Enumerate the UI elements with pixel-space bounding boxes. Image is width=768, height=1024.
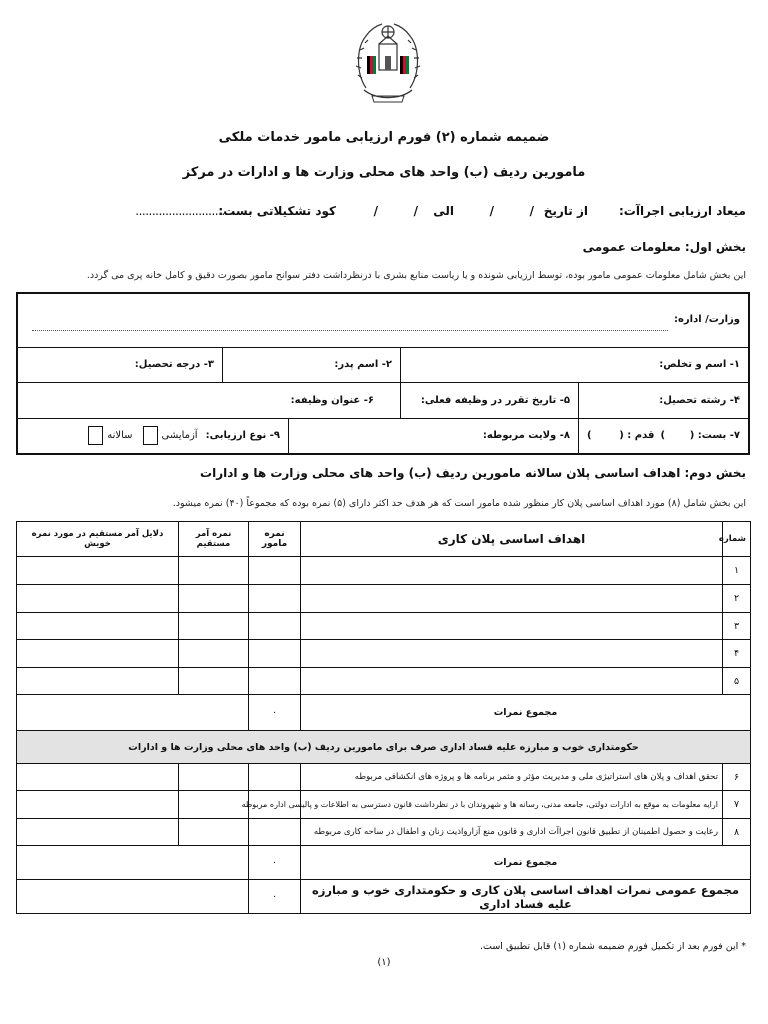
supervisor-reason-cell[interactable]	[17, 819, 179, 846]
section1-note: این بخش شامل معلومات عمومی مامور بوده، توسط ارزیابی شونده و یا ریاست منابع بشری با درنظرداشت دفتر سوانح مامور بصورت دقیق و کامل خانه پری می گردد.	[86, 270, 746, 281]
page-number: (۱)	[377, 957, 391, 968]
education-field-label: ۴- رشته تحصیل:	[659, 394, 740, 406]
table-row	[17, 613, 751, 640]
col-employee-score-header: نمره مامور	[249, 522, 301, 557]
row-number: ۲	[723, 585, 751, 613]
row-number: ۱	[723, 557, 751, 585]
evaluation-type-cell	[18, 418, 288, 453]
grand-total-empty	[17, 880, 249, 914]
employee-score-cell[interactable]	[249, 557, 301, 585]
supervisor-score-cell[interactable]	[179, 613, 249, 640]
to-date-label: الی	[433, 204, 454, 218]
ministry-row	[18, 294, 748, 348]
annual-checkbox[interactable]	[88, 426, 103, 445]
period-label: میعاد ارزیابی اجراآت:	[618, 204, 746, 218]
post-row	[18, 418, 748, 453]
supervisor-score-cell[interactable]	[179, 557, 249, 585]
section2-heading: بخش دوم: اهداف اساسی پلان سالانه مامورین ردیف (ب) واحد های محلی وزارت ها و ادارات	[200, 466, 746, 480]
education-degree-label: ۳- درجه تحصیل:	[134, 359, 214, 370]
from-date-label: از تاریخ	[543, 204, 588, 218]
supervisor-score-cell[interactable]	[179, 791, 249, 819]
father-name-cell[interactable]	[222, 347, 400, 382]
supervisor-reason-cell[interactable]	[17, 613, 179, 640]
employee-score-cell[interactable]	[249, 668, 301, 695]
probation-label: آزمایشی	[161, 430, 198, 441]
table-row	[17, 640, 751, 668]
grand-total-row	[17, 880, 751, 914]
goal-text-cell[interactable]	[301, 557, 723, 585]
row-number: ۷	[723, 791, 751, 819]
supervisor-score-cell[interactable]	[179, 668, 249, 695]
employee-score-cell[interactable]	[249, 585, 301, 613]
employee-score-cell[interactable]	[249, 640, 301, 668]
goals-sum-value: ۰	[249, 695, 301, 731]
job-title-cell[interactable]	[18, 382, 400, 418]
governance-band-row	[17, 731, 751, 764]
footer-note: * این فورم بعد از تکمیل فورم ضمیمه شماره (۱) قابل تطبیق است.	[480, 941, 746, 952]
ministry-field[interactable]	[32, 330, 668, 331]
grand-total-value: ۰	[249, 880, 301, 914]
row-number: ۳	[723, 613, 751, 640]
province-cell[interactable]	[288, 418, 578, 453]
supervisor-reason-cell[interactable]	[17, 764, 179, 791]
supervisor-score-cell[interactable]	[179, 819, 249, 846]
father-name-label: ۲- اسم پدر:	[334, 359, 392, 370]
col-number-header: شماره	[723, 522, 751, 557]
row-number: ۶	[723, 764, 751, 791]
governance-sum-empty	[17, 846, 249, 880]
table-row	[17, 668, 751, 695]
ministry-label: وزارت/ اداره:	[674, 314, 740, 325]
table-row	[17, 557, 751, 585]
education-degree-cell[interactable]	[18, 347, 222, 382]
employee-score-cell[interactable]	[249, 613, 301, 640]
row-number: ۴	[723, 640, 751, 668]
goal-text-cell[interactable]	[301, 668, 723, 695]
col-supervisor-score-header: نمره آمر مستقیم	[179, 522, 249, 557]
goals-table	[16, 521, 751, 914]
date-slash: /	[373, 204, 378, 218]
evaluation-period-row	[130, 204, 746, 224]
governance-sum-row	[17, 846, 751, 880]
table-row	[17, 764, 751, 791]
name-label: ۱- اسم و تخلص:	[659, 359, 740, 370]
form-subtitle: مامورین ردیف (ب) واحد های محلی وزارت ها و ادارات در مرکز	[182, 165, 586, 180]
date-slash: /	[489, 204, 494, 218]
national-emblem-icon	[352, 18, 424, 114]
grand-total-label: مجموع عمومی نمرات اهداف اساسی پلان کاری و حکومتداری خوب و مبارزه علیه فساد اداری	[301, 880, 751, 914]
education-field-cell[interactable]	[578, 382, 748, 418]
governance-goal-text: ارایه معلومات به موقع به ادارات دولتی، جامعه مدنی، رسانه ها و شهروندان با در نظرداشت قانون دسترسی به اطلاعات و پالیسی اداره مربوطه	[301, 791, 723, 819]
post-close: )	[660, 430, 666, 441]
supervisor-reason-cell[interactable]	[17, 585, 179, 613]
col-goals-header: اهداف اساسی پلان کاری	[301, 522, 723, 557]
post-code-field[interactable]: ...............................	[135, 204, 238, 218]
governance-goal-text: رعایت و حصول اطمینان از تطبیق قانون اجراآت اداری و قانون منع آزارواذیت زنان و اطفال در ساحه کاری مربوطه	[301, 819, 723, 846]
col-supervisor-reasons-header: دلایل آمر مستقیم در مورد نمره خویش	[17, 522, 179, 557]
supervisor-reason-cell[interactable]	[17, 668, 179, 695]
employee-score-cell[interactable]	[249, 819, 301, 846]
supervisor-score-cell[interactable]	[179, 585, 249, 613]
goal-text-cell[interactable]	[301, 613, 723, 640]
governance-goal-text: تحقق اهداف و پلان های استراتیژی ملی و مدیریت مؤثر و مثمر برنامه ها و پروژه های انکشافی مربوطه	[301, 764, 723, 791]
appointment-date-label: ۵- تاریخ تقرر در وظیفه فعلی:	[420, 394, 570, 406]
governance-sum-value: ۰	[249, 846, 301, 880]
supervisor-reason-cell[interactable]	[17, 640, 179, 668]
education-row	[18, 382, 748, 419]
employee-score-cell[interactable]	[249, 764, 301, 791]
goals-sum-empty	[17, 695, 249, 731]
section1-heading: بخش اول: معلومات عمومی	[582, 240, 746, 254]
supervisor-reason-cell[interactable]	[17, 557, 179, 585]
supervisor-reason-cell[interactable]	[17, 791, 179, 819]
goal-text-cell[interactable]	[301, 640, 723, 668]
post-grade-cell[interactable]	[578, 418, 748, 453]
table-row	[17, 791, 751, 819]
date-slash: /	[529, 204, 534, 218]
province-label: ۸- ولایت مربوطه:	[482, 430, 570, 441]
table-row	[17, 585, 751, 613]
governance-band-title: حکومتداری خوب و مبارزه علیه فساد اداری صرف برای مامورین ردیف (ب) واحد های محلی وزارت ها و ادارات	[17, 731, 751, 764]
table-row	[17, 819, 751, 846]
row-number: ۸	[723, 819, 751, 846]
appointment-date-cell[interactable]	[400, 382, 578, 418]
name-row	[18, 347, 748, 383]
supervisor-score-cell[interactable]	[179, 640, 249, 668]
job-title-label: ۶- عنوان وظیفه:	[290, 394, 374, 406]
form-title: ضمیمه شماره (۲) فورم ارزیابی مامور خدمات ملکی	[218, 130, 550, 145]
goals-sum-row	[17, 695, 751, 731]
post-label: ۷- بست: (	[689, 430, 740, 441]
grade-label: قدم : (	[619, 430, 655, 441]
annual-label: سالانه	[107, 430, 133, 441]
general-info-box	[16, 292, 750, 455]
goals-header-row	[17, 522, 751, 557]
goal-text-cell[interactable]	[301, 585, 723, 613]
grade-close: )	[587, 430, 592, 441]
goals-sum-label: مجموع نمرات	[301, 695, 751, 731]
probation-checkbox[interactable]	[143, 426, 158, 445]
post-code-label: کود تشکیلاتی بست:	[218, 204, 336, 218]
name-cell[interactable]	[400, 347, 748, 382]
section2-note: این بخش شامل (۸) مورد اهداف اساسی پلان کار منظور شده مامور است که هر هدف حد اکثر دارای (۵) نمره بوده که مجموعاً (۴۰) نمره میشود.	[172, 498, 746, 509]
supervisor-score-cell[interactable]	[179, 764, 249, 791]
date-slash: /	[413, 204, 418, 218]
governance-sum-label: مجموع نمرات	[301, 846, 751, 880]
evaluation-type-label: ۹- نوع ارزیابی:	[205, 430, 280, 441]
row-number: ۵	[723, 668, 751, 695]
